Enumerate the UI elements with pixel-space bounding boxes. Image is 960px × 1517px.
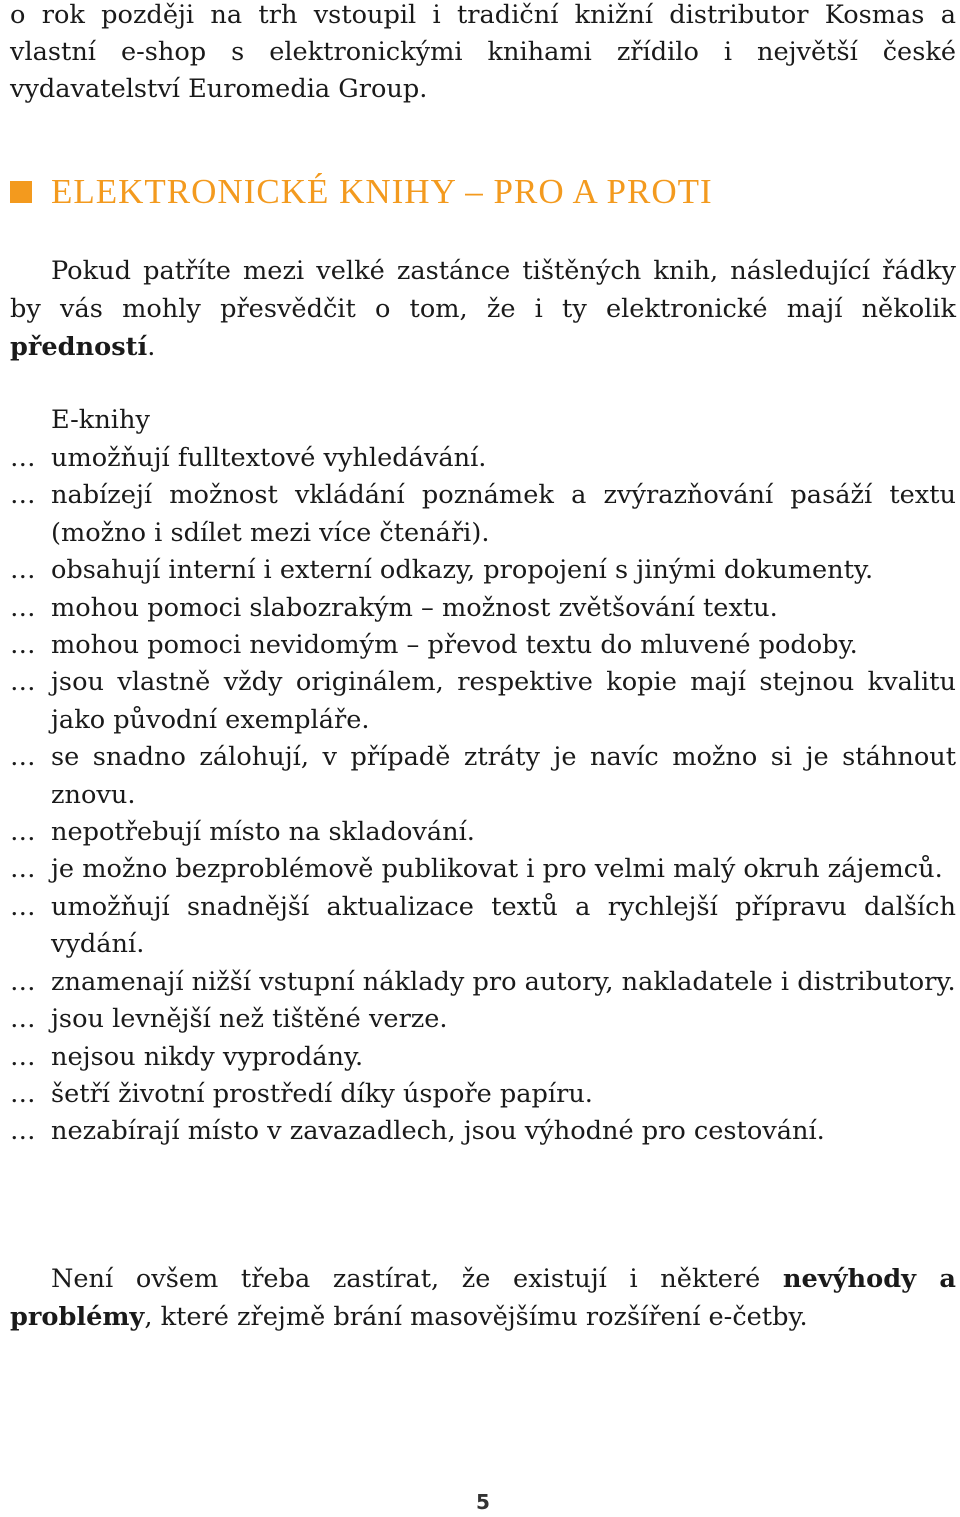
advantages-list	[10, 440, 956, 1151]
ellipsis-marker: …	[10, 1041, 36, 1072]
advantages-bold: předností	[10, 332, 148, 362]
list-item-text: nepotřebují místo na skladování.	[51, 817, 475, 848]
intro-paragraph: o rok později na trh vstoupil i tradiční knižní distributor Kosmas a vlastní e-shop s elektronickými knihami zřídilo i největší české vydavatelství Euromedia Group.	[10, 0, 956, 104]
ellipsis-marker: …	[10, 891, 36, 922]
list-item-text: znamenají nižší vstupní náklady pro autory, nakladatele i distributory.	[51, 966, 956, 997]
list-item-text: je možno bezproblémově publikovat i pro velmi malý okruh zájemců.	[51, 854, 943, 885]
ellipsis-marker: …	[10, 742, 36, 773]
ellipsis-marker: …	[10, 817, 36, 848]
advantages-text: Pokud patříte mezi velké zastánce tištěných knih, následující řádky by vás mohly přesvědčit o tom, že i ty elektronické mají několik	[10, 256, 956, 324]
disadvantages-bold: nevýhody a problémy	[10, 1264, 957, 1332]
ellipsis-marker: …	[10, 480, 36, 511]
section-heading	[10, 172, 713, 212]
list-item-text: nezabírají místo v zavazadlech, jsou výhodné pro cestování.	[51, 1116, 825, 1147]
list-item-text: šetří životní prostředí díky úspoře papíru.	[51, 1078, 593, 1109]
list-item-text: nejsou nikdy vyprodány.	[51, 1041, 364, 1072]
section-title: ELEKTRONICKÉ KNIHY – PRO A PROTI	[51, 172, 713, 211]
ellipsis-marker: …	[10, 667, 36, 698]
document-page	[10, 0, 957, 1332]
list-item-text: umožňují fulltextové vyhledávání.	[51, 443, 487, 473]
list-item	[10, 851, 956, 888]
ellipsis-marker: …	[10, 854, 36, 885]
list-item-text: jsou vlastně vždy originálem, respektive kopie mají stejnou kvalitu jako původní exempláře.	[51, 667, 956, 735]
disadvantages-end: , které zřejmě brání masovějšímu rozšíření e-četby.	[144, 1302, 808, 1332]
square-bullet-icon	[10, 181, 32, 203]
list-item	[10, 1113, 956, 1150]
list-item	[10, 627, 956, 664]
ellipsis-marker: …	[10, 443, 36, 473]
page-number: 5	[476, 1490, 490, 1514]
list-item	[10, 1039, 956, 1076]
ellipsis-marker: …	[10, 1004, 36, 1035]
list-item	[10, 590, 956, 627]
ellipsis-marker: …	[10, 555, 36, 586]
list-intro: E-knihy	[51, 405, 150, 435]
disadvantages-paragraph	[10, 1260, 956, 1336]
list-item	[10, 664, 956, 739]
ellipsis-marker: …	[10, 966, 36, 997]
list-item	[10, 964, 956, 1001]
list-item	[10, 1076, 956, 1113]
list-item	[10, 477, 956, 552]
list-item	[10, 739, 956, 814]
list-item-text: obsahují interní i externí odkazy, propojení s jinými dokumenty.	[51, 555, 874, 586]
ellipsis-marker: …	[10, 1078, 36, 1109]
list-item	[10, 1001, 956, 1038]
ellipsis-marker: …	[10, 592, 36, 623]
list-item-text: umožňují snadnější aktualizace textů a rychlejší přípravu dalších vydání.	[51, 891, 956, 960]
list-item-text: se snadno zálohují, v případě ztráty je navíc možno si je stáhnout znovu.	[51, 742, 956, 810]
advantages-paragraph	[10, 252, 956, 366]
disadvantages-text: Není ovšem třeba zastírat, že existují i některé	[51, 1264, 783, 1294]
ellipsis-marker: …	[10, 630, 36, 661]
list-item-text: nabízejí možnost vkládání poznámek a zvýrazňování pasáží textu (možno i sdílet mezi více čtenáři).	[51, 480, 956, 548]
list-item	[10, 814, 956, 851]
advantages-end: .	[147, 332, 156, 362]
list-item-text: jsou levnější než tištěné verze.	[51, 1004, 448, 1035]
list-item	[10, 552, 956, 589]
list-item	[10, 440, 956, 477]
ellipsis-marker: …	[10, 1116, 36, 1147]
list-item	[10, 889, 956, 964]
list-item-text: mohou pomoci nevidomým – převod textu do mluvené podoby.	[51, 630, 858, 661]
list-item-text: mohou pomoci slabozrakým – možnost zvětšování textu.	[51, 592, 778, 623]
